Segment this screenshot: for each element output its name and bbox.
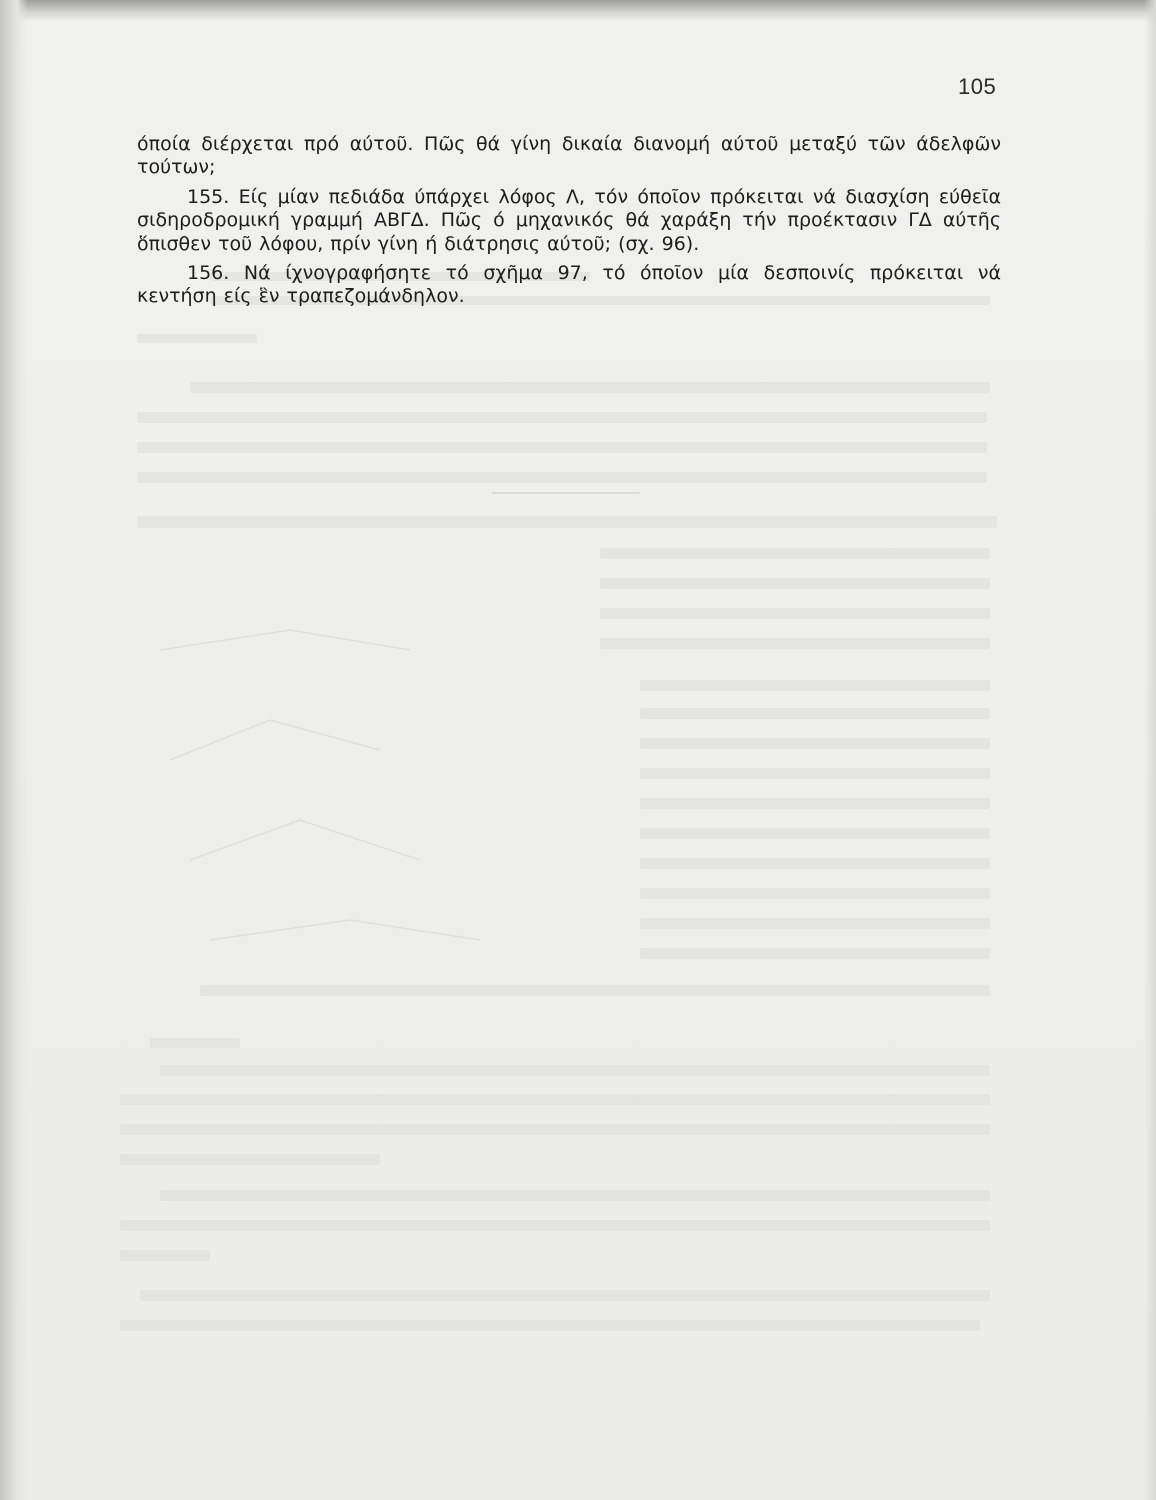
show-through-figure bbox=[150, 560, 610, 980]
scan-binding-shadow bbox=[0, 0, 28, 1500]
page-body bbox=[137, 133, 1001, 309]
page-number: 105 bbox=[958, 74, 997, 99]
scan-top-shadow bbox=[0, 0, 1156, 22]
exercise-156: 156. Νά ίχνογραφήσητε τό σχῆμα 97, τό όποῖον μία δεσποινίς πρόκειται νά κεντήση είς ἓν τραπεζομάνδηλον. bbox=[137, 262, 1001, 308]
scan-right-edge bbox=[1144, 0, 1156, 1500]
paragraph-continuation: όποία διέρχεται πρό αύτοῦ. Πῶς θά γίνη δικαία διανομή αύτοῦ μεταξύ τῶν άδελφῶν τούτων; bbox=[137, 133, 1001, 179]
exercise-155: 155. Είς μίαν πεδιάδα ύπάρχει λόφος Λ, τόν όποῖον πρόκειται νά διασχίση εύθεῖα σιδηροδρομική γραμμή ΑΒΓΔ. Πῶς ό μηχανικός θά χαράξη τήν προέκτασιν ΓΔ αύτῆς ὅπισθεν τοῦ λόφου, πρίν γίνη ή διάτρησις αύτοῦ; (σχ. 96). bbox=[137, 185, 1001, 255]
